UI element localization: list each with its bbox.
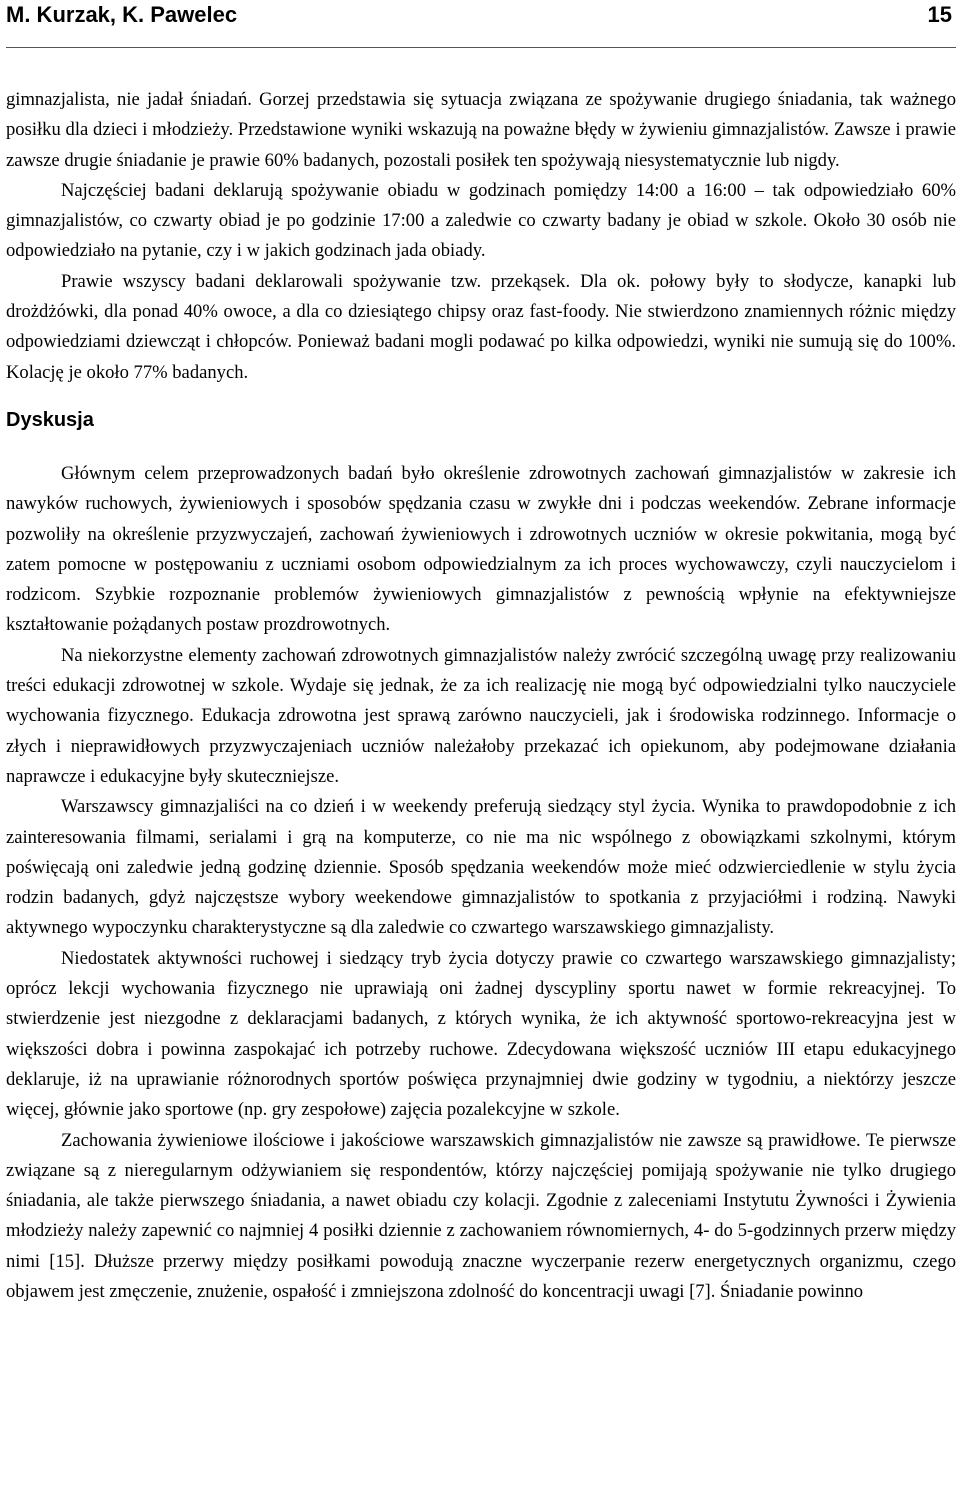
running-header <box>6 2 952 42</box>
paragraph: Zachowania żywieniowe ilościowe i jakościowe warszawskich gimnazjalistów nie zawsze są prawidłowe. Te pierwsze związane są z nieregularnym odżywianiem się respondentów, którzy najczęściej pomijają spożywanie nie tylko drugiego śniadania, ale także pierwszego śniadania, a nawet obiadu czy kolacji. Zgodnie z zaleceniami Instytutu Żywności i Żywienia młodzieży należy zapewnić co najmniej 4 posiłki dziennie z zachowaniem równomiernych, 4- do 5-godzinnych przerw między nimi [15]. Dłuższe przerwy między posiłkami powodują znaczne wyczerpanie rezerw energetycznych organizmu, czego objawem jest zmęczenie, znużenie, ospałość i zmniejszona zdolność do koncentracji uwagi [7]. Śniadanie powinno <box>6 1129 956 1302</box>
paragraph: Niedostatek aktywności ruchowej i siedzący tryb życia dotyczy prawie co czwartego warszawskiego gimnazjalisty; oprócz lekcji wychowania fizycznego nie uprawiają oni żadnej dyscypliny sportu nawet w formie rekreacyjnej. To stwierdzenie jest niezgodne z deklaracjami badanych, z których wynika, że ich aktywność sportowo-rekreacyjna jest w większości dobra i powinna zaspokajać ich potrzeby ruchowe. Zdecydowana większość uczniów III etapu edukacyjnego deklaruje, iż na uprawianie różnorodnych sportów poświęca przynajmniej dwie godziny w tygodniu, a niektórzy jeszcze więcej, głównie jako sportowe (np. gry zespołowe) zajęcia pozalekcyjne w szkole. <box>6 947 956 1121</box>
paragraph: Głównym celem przeprowadzonych badań było określenie zdrowotnych zachowań gimnazjalistów w zakresie ich nawyków ruchowych, żywieniowych i sposobów spędzania czasu w zwykłe dni i podczas weekendów. Zebrane informacje pozwoliły na określenie przyzwyczajeń, zachowań żywieniowych i zdrowotnych uczniów w okresie pokwitania, mogą być zatem pomocne w postępowaniu z uczniami osobom odpowiedzialnym za ich proces wychowawczy, czyli nauczycielom i rodzicom. Szybkie rozpoznanie problemów żywieniowych gimnazjalistów z pewnością wpłynie na efektywniejsze kształtowanie pożądanych postaw prozdrowotnych. <box>6 462 956 636</box>
paragraph: Na niekorzystne elementy zachowań zdrowotnych gimnazjalistów należy zwrócić szczególną uwagę przy realizowaniu treści edukacji zdrowotnej w szkole. Wydaje się jednak, że za ich realizację nie mogą być odpowiedzialni tylko nauczyciele wychowania fizycznego. Edukacja zdrowotna jest sprawą zarówno nauczycieli, jak i środowiska rodzinnego. Informacje o złych i nieprawidłowych przyzwyczajeniach uczniów należałoby przekazać ich opiekunom, aby podejmowane działania naprawcze i edukacyjne były skuteczniejsze. <box>6 644 956 787</box>
paragraph: gimnazjalista, nie jadał śniadań. Gorzej przedstawia się sytuacja związana ze spożywanie drugiego śniadania, tak ważnego posiłku dla dzieci i młodzieży. Przedstawione wyniki wskazują na poważne błędy w żywieniu gimnazjalistów. Zawsze i prawie zawsze drugie śniadanie je prawie 60% badanych, pozostali posiłek ten spożywają niesystematycznie lub nigdy. <box>6 89 956 171</box>
section-heading: Dyskusja <box>6 408 94 431</box>
paragraph: Prawie wszyscy badani deklarowali spożywanie tzw. przekąsek. Dla ok. połowy były to słodycze, kanapki lub drożdżówki, dla ponad 40% owoce, a dla co dziesiątego chipsy oraz fast-foody. Nie stwierdzono znamiennych różnic między odpowiedziami dziewcząt i chłopców. Ponieważ badani mogli podawać po kilka odpowiedzi, wyniki nie sumują się do 100%. Kolację je około 77% badanych. <box>6 270 956 383</box>
header-authors: M. Kurzak, K. Pawelec <box>6 2 238 27</box>
paragraph: Najczęściej badani deklarują spożywanie obiadu w godzinach pomiędzy 14:00 a 16:00 – tak odpowiedziało 60% gimnazjalistów, co czwarty obiad je po godzinie 17:00 a zaledwie co czwarty badany je obiad w szkole. Około 30 osób nie odpowiedziało na pytanie, czy i w jakich godzinach jada obiady. <box>6 179 956 262</box>
header-rule <box>6 47 956 48</box>
paragraph: Warszawscy gimnazjaliści na co dzień i w weekendy preferują siedzący styl życia. Wynika to prawdopodobnie z ich zainteresowania filmami, serialami i grą na komputerze, co nie ma nic wspólnego z obowiązkami szkolnymi, którym poświęcają oni zaledwie jedną godzinę dziennie. Sposób spędzania weekendów może mieć odzwierciedlenie w stylu życia rodzin badanych, gdyż najczęstsze wybory weekendowe gimnazjalistów to spotkania z przyjaciółmi i rodziną. Nawyki aktywnego wypoczynku charakterystyczne są dla zaledwie co czwartego warszawskiego gimnazjalisty. <box>6 796 956 939</box>
page-number: 15 <box>927 2 952 27</box>
article-body <box>6 85 956 1307</box>
